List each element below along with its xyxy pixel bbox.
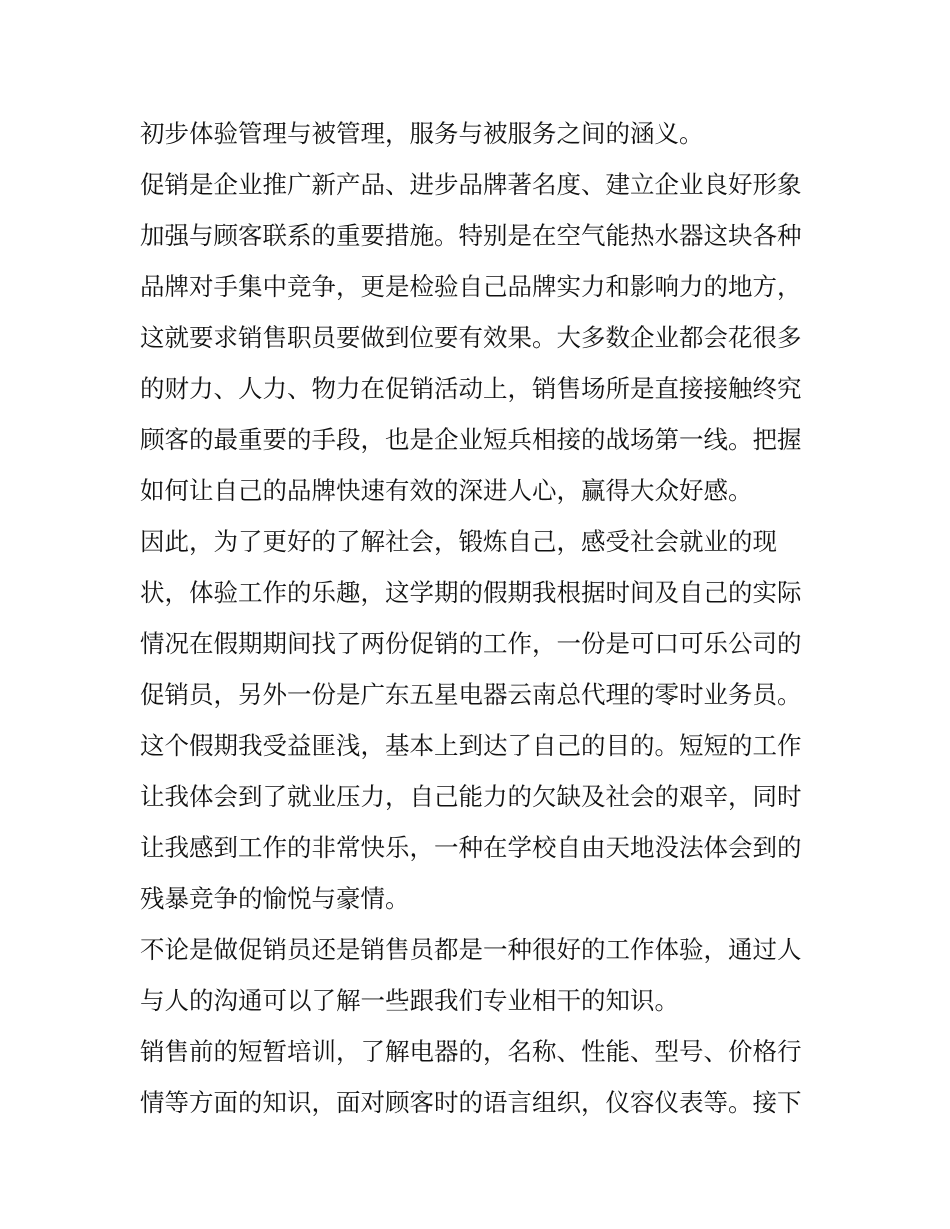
text-line: 这就要求销售职员要做到位要有效果。大多数企业都会花很多 [140, 323, 802, 352]
text-line: 状，体验工作的乐趣，这学期的假期我根据时间及自己的实际 [140, 578, 802, 607]
text-line: 促销员，另外一份是广东五星电器云南总代理的零时业务员。 [140, 680, 802, 709]
text-line: 与人的沟通可以了解一些跟我们专业相干的知识。 [140, 986, 679, 1015]
text-line: 加强与顾客联系的重要措施。特别是在空气能热水器这块各种 [140, 221, 802, 250]
text-line: 的财力、人力、物力在促销活动上，销售场所是直接接触终究 [140, 374, 802, 403]
text-line: 情等方面的知识，面对顾客时的语言组织，仪容仪表等。接下 [140, 1088, 802, 1117]
text-line: 这个假期我受益匪浅，基本上到达了自己的目的。短短的工作 [140, 731, 802, 760]
text-line: 顾客的最重要的手段，也是企业短兵相接的战场第一线。把握 [140, 425, 802, 454]
text-line: 品牌对手集中竞争，更是检验自己品牌实力和影响力的地方， [140, 272, 802, 301]
document-body [140, 108, 820, 1128]
text-line: 让我感到工作的非常快乐，一种在学校自由天地没法体会到的 [140, 833, 802, 862]
text-line: 销售前的短暂培训，了解电器的，名称、性能、型号、价格行 [140, 1037, 802, 1066]
text-line: 促销是企业推广新产品、进步品牌著名度、建立企业良好形象 [140, 170, 802, 199]
text-line: 残暴竞争的愉悦与豪情。 [140, 884, 410, 913]
text-line: 让我体会到了就业压力，自己能力的欠缺及社会的艰辛，同时 [140, 782, 802, 811]
text-line: 情况在假期期间找了两份促销的工作，一份是可口可乐公司的 [140, 629, 802, 658]
text-line: 不论是做促销员还是销售员都是一种很好的工作体验，通过人 [140, 935, 802, 964]
text-line: 初步体验管理与被管理，服务与被服务之间的涵义。 [140, 119, 704, 148]
text-line: 如何让自己的品牌快速有效的深进人心，赢得大众好感。 [140, 476, 753, 505]
text-line: 因此，为了更好的了解社会，锻炼自己，感受社会就业的现 [140, 527, 777, 556]
